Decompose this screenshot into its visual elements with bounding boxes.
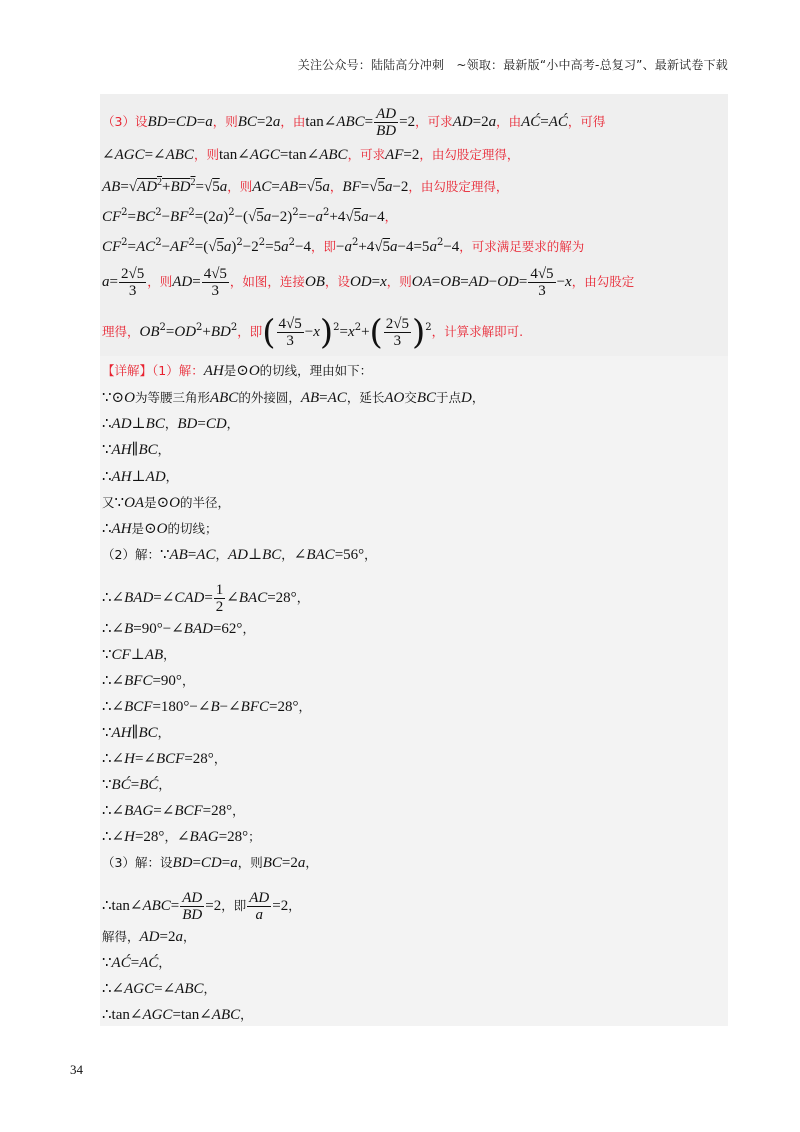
analysis-line-3: $AB=√AD^2+BD^2=√5a$，则AC=AB=√5a，BF=√5a−2，由勾股定理得， <box>102 177 509 195</box>
page-number: 34 <box>70 1062 83 1077</box>
solution-line-22: ∵AĆ=AĆ， <box>102 955 171 971</box>
solution-line-8: （2）解：∵AB=AC，AD⊥BC，∠BAC=56°， <box>102 547 377 563</box>
solution-line-2: ∵⊙O为等腰三角形ABC的外接圆，AB=AC，延长AO交BC于点D， <box>102 390 485 406</box>
solution-line-24: ∴tan∠AGC=tan∠ABC， <box>102 1007 253 1023</box>
solution-line-10: ∴∠B=90°−∠BAD=62°， <box>102 621 255 637</box>
solution-line-19: （3）解：设BD=CD=a，则BC=2a， <box>102 855 318 871</box>
solution-line-4: ∵AH∥BC， <box>102 442 171 458</box>
solution-line-1: 【详解】（1）解：AH是⊙O的切线，理由如下： <box>102 363 373 379</box>
analysis-line-4: $CF^2=BC^2-BF^2=(2a)^2-(√5a-2)^2=-a^2+4√5a-4$， <box>102 207 398 225</box>
solution-line-17: ∴∠BAG=∠BCF=28°， <box>102 803 245 819</box>
analysis-line-2: ∠AGC=∠ABC，则tan∠AGC=tan∠ABC，可求AF=2，由勾股定理得， <box>102 147 520 163</box>
solution-line-11: ∵CF⊥AB， <box>102 647 176 663</box>
page-header: 关注公众号：陆陆高分冲刺 ~领取：最新版“小中高考-总复习”、最新试卷下载 <box>297 58 728 72</box>
analysis-line-1: （3）设BD=CD=a，则BC=2a，由tan∠ABC= $\frac{AD}{BD}$ =2，可求AD=2a，由AĆ=AĆ，可得 <box>102 106 606 139</box>
analysis-line-7: 理得，$OB^2=OD^2+BD^2$，即( $\frac{4√5}{3}$ $-x)^2=x^2+$( $\frac{2√5}{3}$ )$^2$，计算求解即可. <box>102 312 524 353</box>
solution-line-12: ∴∠BFC=90°， <box>102 673 195 689</box>
solution-line-7: ∴AH是⊙O的切线； <box>102 521 218 537</box>
solution-block <box>100 356 728 1026</box>
solution-line-16: ∵BĆ=BĆ， <box>102 777 171 793</box>
solution-line-18: ∴∠H=28°，∠BAG=28°； <box>102 829 261 845</box>
solution-line-14: ∵AH∥BC， <box>102 725 171 741</box>
solution-line-3: ∴AD⊥BC，BD=CD， <box>102 416 240 432</box>
analysis-line-5: $CF^2=AC^2-AF^2=(√5a)^2-2^2=5a^2-4$，即$-a^2+4√5a-4=5a^2-4$，可求满足要求的解为 <box>102 237 585 255</box>
solution-line-20: ∴tan∠ABC= $\frac{AD}{BD}$ =2，即 $\frac{AD}{a}$ =2， <box>102 890 301 923</box>
solution-line-13: ∴∠BCF=180°−∠B−∠BFC=28°， <box>102 699 311 715</box>
solution-line-23: ∴∠AGC=∠ABC， <box>102 981 217 997</box>
analysis-line-6: a= $\frac{2√5}{3}$ ，则AD= $\frac{4√5}{3}$ ，如图，连接OB，设OD=x，则OA=OB=AD−OD= $\frac{4√5}{3}$ −x，由勾股定 <box>102 266 635 299</box>
solution-line-5: ∴AH⊥AD， <box>102 469 179 485</box>
solution-line-9: ∴∠BAD=∠CAD= $\frac{1}{2}$ ∠BAC=28°， <box>102 582 310 615</box>
solution-line-15: ∴∠H=∠BCF=28°， <box>102 751 227 767</box>
solution-line-6: 又∵OA是⊙O的半径， <box>102 495 231 511</box>
solution-line-21: 解得，AD=2a， <box>102 929 196 945</box>
